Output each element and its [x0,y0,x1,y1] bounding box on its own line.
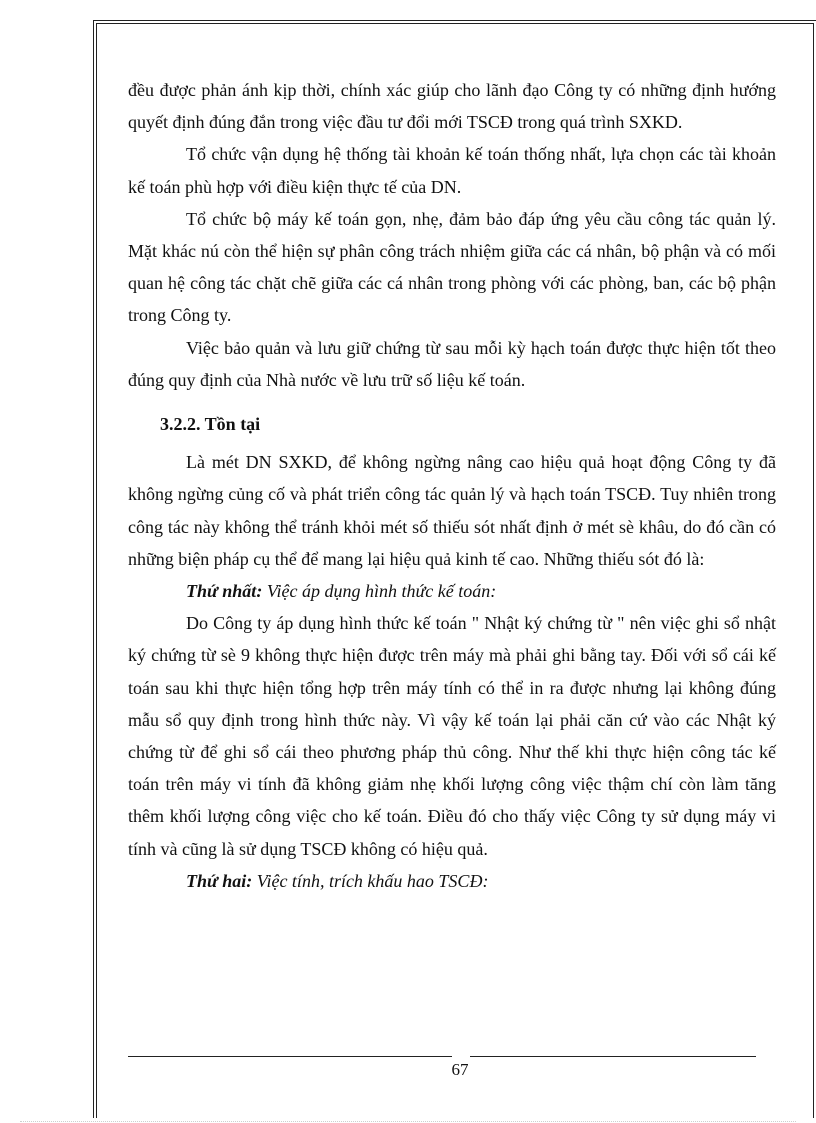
paragraph-document-storage: Việc bảo quản và lưu giữ chứng từ sau mỗi kỳ hạch toán được thực hiện tốt theo đúng quy định của Nhà nước về lưu trữ số liệu kế toán. [128,337,776,390]
point-one-heading [128,575,776,607]
bottom-divider [20,1121,796,1122]
point-one-body: Do Công ty áp dụng hình thức kế toán " Nhật ký chứng từ " nên việc ghi sổ nhật ký chứng từ sè 9 không thực hiện được trên máy mà phải ghi bằng tay. Đối với sổ cái kế toán sau khi thực hiện tổng hợp trên máy tính có thể in ra được nhưng lại không đúng mẫu sổ quy định trong hình thức này. Vì vậy kế toán lại phải căn cứ vào các Nhật ký chứng từ để ghi sổ cái theo phương pháp thủ công. Như thế khi thực hiện công tác kế toán trên máy vi tính đã không giảm nhẹ khối lượng công việc thậm chí còn làm tăng thêm khối lượng công việc cho kế toán. Điều đó cho thấy việc Công ty sử dụng máy vi tính và cũng là sử dụng TSCĐ không có hiệu quả. [128,613,776,859]
page-number: 67 [451,1060,469,1079]
point-two-title: Việc tính, trích khấu hao TSCĐ: [252,870,489,891]
footer-rule-right [470,1056,756,1057]
point-two-label: Thứ hai: [186,870,253,891]
section-heading: 3.2.2. Tồn tại [160,414,261,435]
point-two-heading [128,865,776,897]
document-body [128,74,776,897]
paragraph-accounting-apparatus: Tổ chức bộ máy kế toán gọn, nhẹ, đảm bảo đáp ứng yêu cầu công tác quản lý. Mặt khác nú còn thể hiện sự phân công trách nhiệm giữa các cá nhân, bộ phận và có mối quan hệ công tác chặt chẽ giữa các cá nhân trong phòng với các phòng, ban, các bộ phận trong Công ty. [128,208,776,326]
paragraph-shortcomings-intro: Là mét DN SXKD, để không ngừng nâng cao hiệu quả hoạt động Công ty đã không ngừng củng cố và phát triển công tác quản lý và hạch toán TSCĐ. Tuy nhiên trong công tác này không thể tránh khỏi mét số thiếu sót nhất định ở mét sè khâu, do đó cần có những biện pháp cụ thể để mang lại hiệu quả kinh tế cao. Những thiếu sót đó là: [128,452,776,569]
paragraph-continuation: đều được phản ánh kịp thời, chính xác giúp cho lãnh đạo Công ty có những định hướng quyết định đúng đắn trong việc đầu tư đổi mới TSCĐ trong quá trình SXKD. [128,80,776,133]
point-one-label: Thứ nhất: [186,581,263,602]
point-one-title: Việc áp dụng hình thức kế toán: [262,581,497,602]
paragraph-account-system: Tổ chức vận dụng hệ thống tài khoản kế toán thống nhất, lựa chọn các tài khoản kế toán phù hợp với điều kiện thực tế của DN. [128,144,776,197]
footer-rule-left [128,1056,452,1057]
